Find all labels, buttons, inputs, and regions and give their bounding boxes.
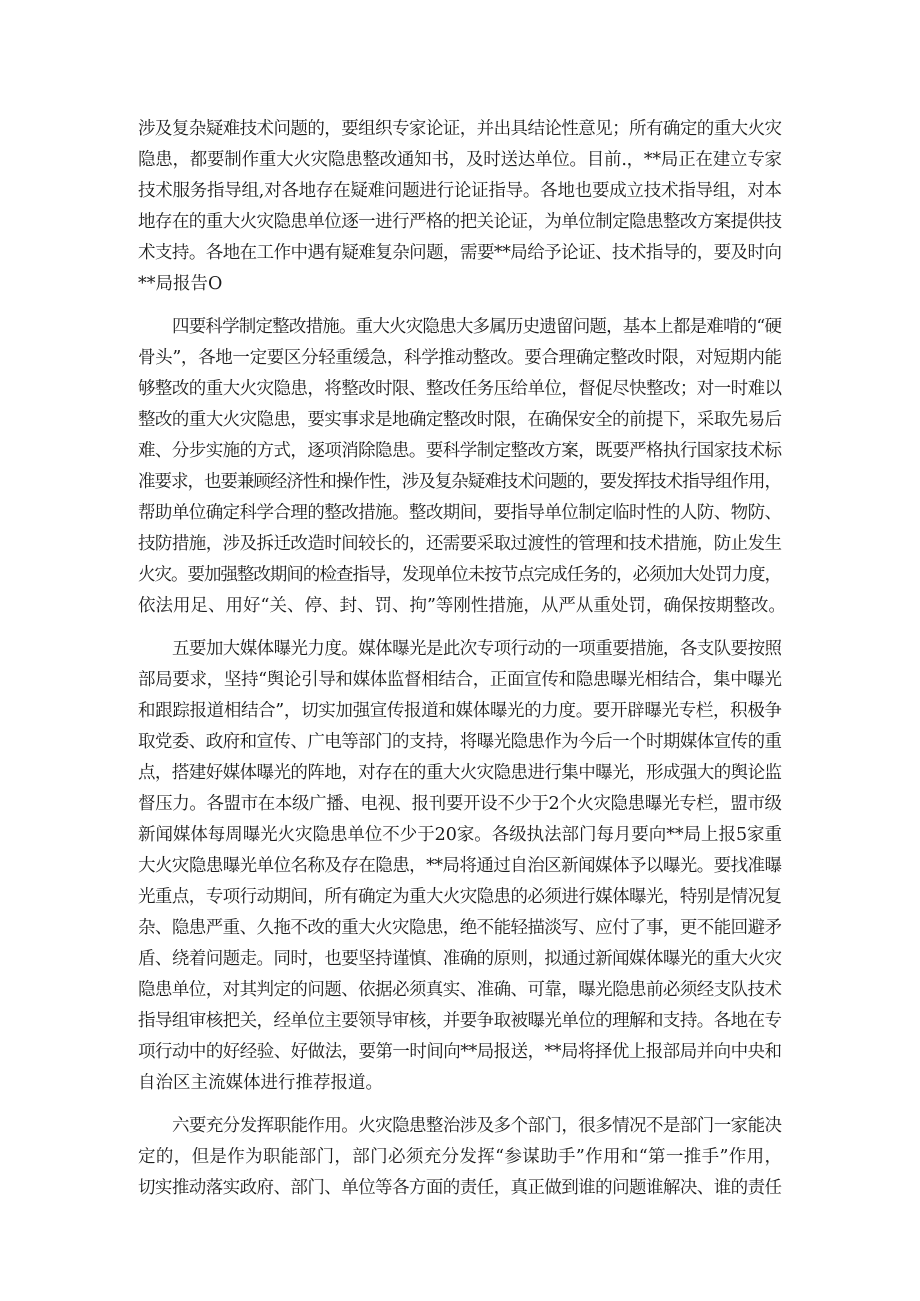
text-line: 火灾。要加强整改期间的检查指导，发现单位未按节点完成任务的，必须加大处罚力度，: [138, 565, 781, 585]
paragraph-first-line: 四要科学制定整改措施。重大火灾隐患大多属历史遗留问题，基本上都是难啃的“硬: [172, 317, 782, 337]
text-line: 隐患单位，对其判定的问题、依据必须真实、准确、可靠，曝光隐患前必须经支队技术: [138, 980, 782, 1000]
text-line: 取党委、政府和宣传、广电等部门的支持，将曝光隐患作为今后一个时期媒体宣传的重: [138, 732, 782, 752]
text-line: 术支持。各地在工作中遇有疑难复杂问题，需要**局给予论证、技术指导的，要及时向: [138, 243, 782, 263]
text-line: 整改的重大火灾隐患，要实事求是地确定整改时限，在确保安全的前提下，采取先易后: [138, 410, 782, 430]
text-line: 指导组审核把关，经单位主要领导审核，并要争取被曝光单位的理解和支持。各地在专: [138, 1011, 782, 1031]
text-line: 定的，但是作为职能部门，部门必须充分发挥“参谋助手”作用和“第一推手”作用，: [138, 1147, 783, 1167]
text-line: 项行动中的好经验、好做法，要第一时间向**局报送，**局将择优上报部局并向中央和: [138, 1042, 782, 1062]
text-line: 涉及复杂疑难技术问题的，要组织专家论证，并出具结论性意见；所有确定的重大火灾: [138, 119, 782, 139]
text-line: 光重点，专项行动期间，所有确定为重大火灾隐患的必须进行媒体曝光，特别是情况复: [138, 887, 782, 907]
text-line: 杂、隐患严重、久拖不改的重大火灾隐患，绝不能轻描淡写、应付了事，更不能回避矛: [138, 918, 782, 938]
text-line: 难、分步实施的方式，逐项消除隐患。要科学制定整改方案，既要严格执行国家技术标: [138, 441, 782, 461]
text-line: 新闻媒体每周曝光火灾隐患单位不少于20家。各级执法部门每月要向**局上报5家重: [138, 825, 782, 845]
text-line: 部局要求，坚持“舆论引导和媒体监督相结合，正面宣传和隐患曝光相结合，集中曝光: [138, 670, 782, 690]
text-line: 地存在的重大火灾隐患单位逐一进行严格的把关论证，为单位制定隐患整改方案提供技: [138, 212, 782, 232]
text-line: 盾、绕着问题走。同时，也要坚持谨慎、准确的原则，拟通过新闻媒体曝光的重大火灾: [138, 949, 782, 969]
text-line: 准要求，也要兼顾经济性和操作性，涉及复杂疑难技术问题的，要发挥技术指导组作用，: [138, 472, 781, 492]
paragraph-first-line: 五要加大媒体曝光力度。媒体曝光是此次专项行动的一项重要措施，各支队要按照: [172, 639, 782, 659]
text-line: 和跟踪报道相结合”，切实加强宣传报道和媒体曝光的力度。要开辟曝光专栏，积极争: [138, 701, 782, 721]
text-line: 骨头”，各地一定要区分轻重缓急，科学推动整改。要合理确定整改时限，对短期内能: [138, 348, 782, 368]
text-line: **局报告O: [138, 274, 223, 294]
text-line: 督压力。各盟市在本级广播、电视、报刊要开设不少于2个火灾隐患曝光专栏，盟市级: [138, 794, 782, 814]
text-line: 依法用足、用好“关、停、封、罚、拘”等刚性措施，从严从重处罚，确保按期整改。: [138, 596, 786, 616]
paragraph-first-line: 六要充分发挥职能作用。火灾隐患整治涉及多个部门，很多情况不是部门一家能决: [172, 1116, 782, 1136]
text-line: 大火灾隐患曝光单位名称及存在隐患，**局将通过自治区新闻媒体予以曝光。要找准曝: [138, 856, 782, 876]
text-line: 帮助单位确定科学合理的整改措施。整改期间，要指导单位制定临时性的人防、物防、: [138, 503, 782, 523]
text-line: 隐患，都要制作重大火灾隐患整改通知书，及时送达单位。目前.，**局正在建立专家: [138, 150, 782, 170]
text-line: 点，搭建好媒体曝光的阵地，对存在的重大火灾隐患进行集中曝光，形成强大的舆论监: [138, 763, 782, 783]
text-line: 够整改的重大火灾隐患，将整改时限、整改任务压给单位，督促尽快整改；对一时难以: [138, 379, 782, 399]
text-line: 自治区主流媒体进行推荐报道。: [138, 1073, 383, 1093]
text-line: 技术服务指导组,对各地存在疑难问题进行论证指导。各地也要成立技术指导组，对本: [138, 181, 782, 201]
text-line: 技防措施，涉及拆迁改造时间较长的，还需要采取过渡性的管理和技术措施，防止发生: [138, 534, 782, 554]
text-line: 切实推动落实政府、部门、单位等各方面的责任，真正做到谁的问题谁解决、谁的责任: [138, 1178, 782, 1198]
